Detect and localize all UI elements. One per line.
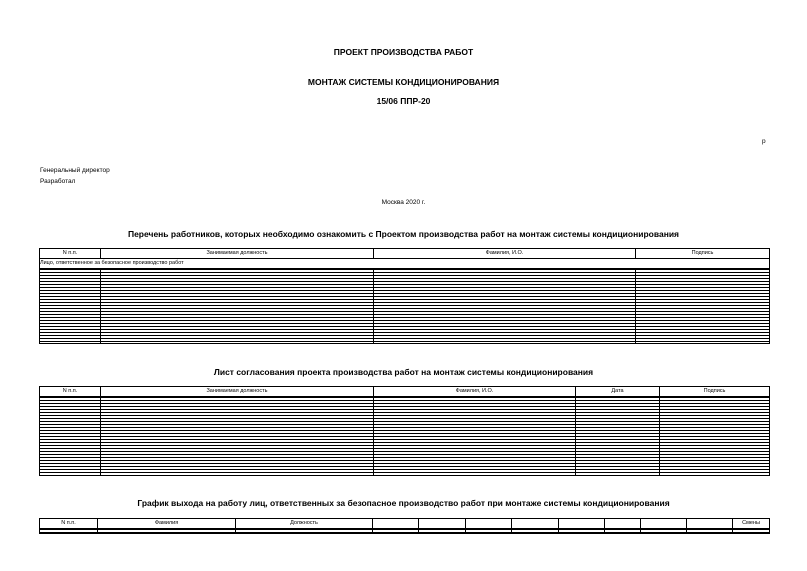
place-date: Москва 2020 г. xyxy=(381,199,426,206)
col-date: Дата xyxy=(576,387,660,397)
workers-table xyxy=(39,248,770,344)
col-day xyxy=(559,519,605,529)
approval-table xyxy=(39,386,770,476)
col-shifts: Смены xyxy=(733,519,770,529)
corner-mark: р xyxy=(762,138,766,145)
responsible-person-row xyxy=(40,259,770,269)
col-number: N п.п. xyxy=(40,249,101,259)
director-label: Генеральный директор xyxy=(40,167,110,174)
col-day xyxy=(605,519,641,529)
document-subtitle: МОНТАЖ СИСТЕМЫ КОНДИЦИОНИРОВАНИЯ xyxy=(307,77,500,87)
col-day xyxy=(641,519,687,529)
col-day xyxy=(466,519,512,529)
col-number: N п.п. xyxy=(40,387,101,397)
table1-title: Перечень работников, которых необходимо ознакомить с Проектом производства работ на монтаж системы кондиционирования xyxy=(127,229,680,239)
responsible-person-label: Лицо, ответственное за безопасное производство работ xyxy=(40,259,770,269)
col-signature: Подпись xyxy=(660,387,770,397)
document-title: ПРОЕКТ ПРОИЗВОДСТВА РАБОТ xyxy=(333,47,474,57)
col-day xyxy=(373,519,419,529)
col-position: Должность xyxy=(236,519,373,529)
col-position: Занимаемая должность xyxy=(101,249,374,259)
col-day xyxy=(687,519,733,529)
col-signature: Подпись xyxy=(636,249,770,259)
col-number: N п.п. xyxy=(40,519,98,529)
table-row xyxy=(40,397,770,476)
col-day xyxy=(419,519,466,529)
table2-title: Лист согласования проекта производства работ на монтаж системы кондиционирования xyxy=(213,367,594,377)
schedule-table xyxy=(39,518,770,534)
col-surname: Фамилия xyxy=(98,519,236,529)
table3-title: График выхода на работу лиц, ответственных за безопасное производство работ при монтаже системы кондиционирования xyxy=(137,498,670,508)
table-header-row xyxy=(40,387,770,397)
document-code: 15/06 ППР-20 xyxy=(376,96,431,106)
col-name: Фамилия, И.О. xyxy=(374,387,576,397)
col-day xyxy=(512,519,559,529)
col-position: Занимаемая должность xyxy=(101,387,374,397)
table-row xyxy=(40,529,770,534)
col-name: Фамилия, И.О. xyxy=(374,249,636,259)
table-header-row xyxy=(40,249,770,259)
developer-label: Разработал xyxy=(40,178,76,185)
table-row xyxy=(40,269,770,344)
table-header-row xyxy=(40,519,770,529)
